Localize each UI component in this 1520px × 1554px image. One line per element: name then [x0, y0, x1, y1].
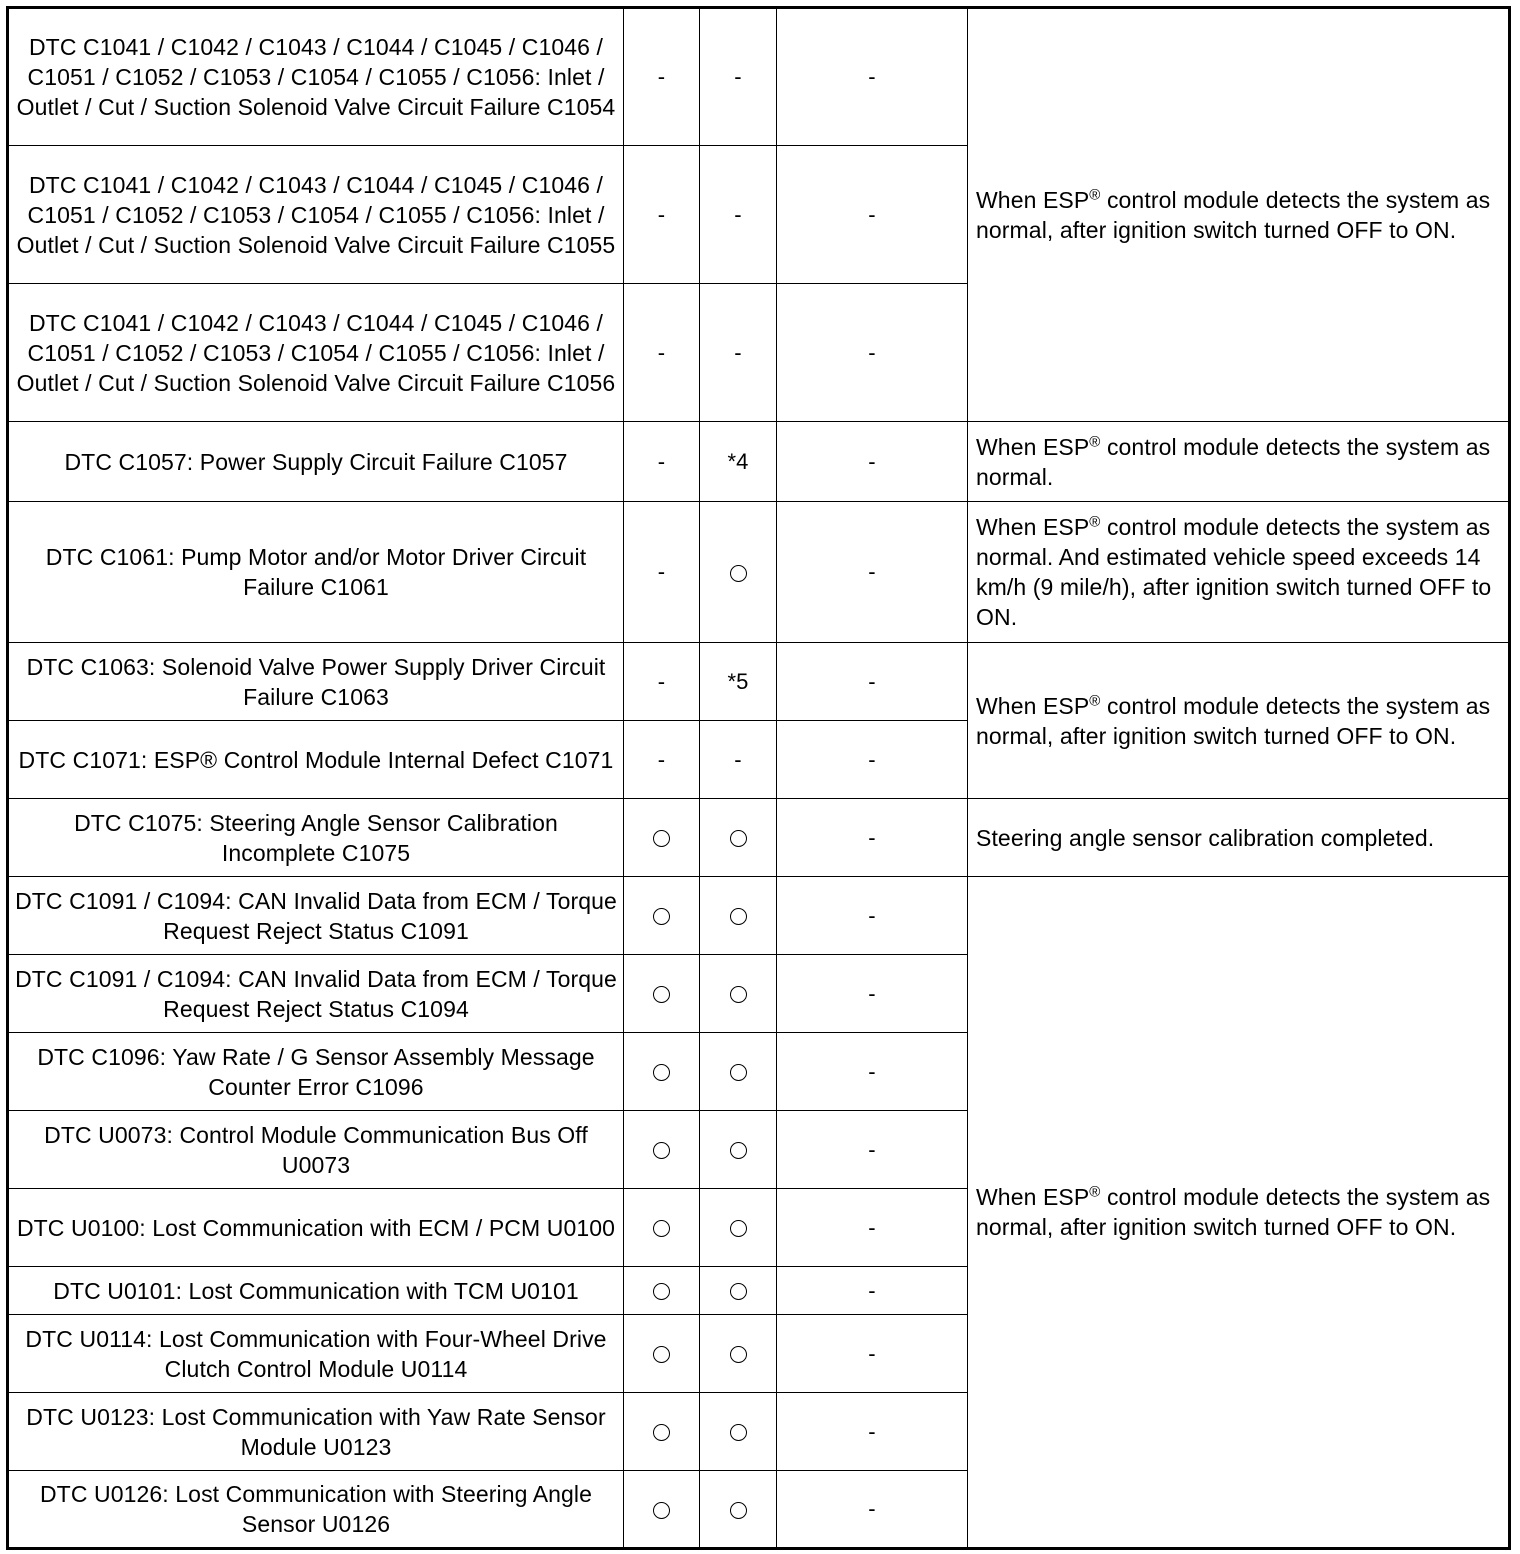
table-cell-col4 [777, 422, 968, 502]
table-cell-col3 [700, 1033, 777, 1111]
table-cell-col3 [700, 955, 777, 1033]
table-cell-col2 [624, 502, 700, 643]
mark-text: - [868, 1136, 876, 1162]
table-cell-col4 [777, 877, 968, 955]
table-cell-col3 [700, 877, 777, 955]
mark-text: - [868, 746, 876, 772]
table-cell-col2 [624, 1393, 700, 1471]
table-cell-col2 [624, 8, 700, 146]
table-cell-col2 [624, 1033, 700, 1111]
table-row [8, 643, 1510, 721]
table-cell-col4 [777, 146, 968, 284]
table-cell-col4 [777, 1033, 968, 1111]
circle-mark-icon [653, 986, 670, 1003]
table-cell-col2 [624, 643, 700, 721]
table-cell-col2 [624, 422, 700, 502]
table-cell-col4 [777, 1315, 968, 1393]
circle-mark-icon [653, 1502, 670, 1519]
table-cell-col4 [777, 1471, 968, 1549]
circle-mark-icon [653, 908, 670, 925]
table-cell-col2 [624, 284, 700, 422]
table-cell-col2 [624, 955, 700, 1033]
circle-mark-icon [730, 565, 747, 582]
table-cell-col4 [777, 502, 968, 643]
mark-text: - [868, 902, 876, 928]
table-cell-col2 [624, 877, 700, 955]
circle-mark-icon [653, 830, 670, 847]
table-cell-col3 [700, 1471, 777, 1549]
mark-text: - [734, 201, 742, 227]
mark-text: - [868, 1340, 876, 1366]
table-cell-col4 [777, 1189, 968, 1267]
mark-text: - [657, 746, 666, 772]
table-cell-col3 [700, 502, 777, 643]
dtc-description: DTC C1061: Pump Motor and/or Motor Driver Circuit Failure C1061 [8, 502, 624, 643]
table-cell-col3 [700, 8, 777, 146]
circle-mark-icon [653, 1424, 670, 1441]
table-cell-col4 [777, 1111, 968, 1189]
table-cell-col4 [777, 8, 968, 146]
table-cell-col2 [624, 1189, 700, 1267]
table-cell-col3 [700, 422, 777, 502]
table-cell-col4 [777, 799, 968, 877]
mark-text: - [868, 1418, 876, 1444]
clear-condition: When ESP® control module detects the system as normal, after ignition switch turned OFF to ON. [968, 877, 1510, 1549]
mark-text: - [657, 201, 666, 227]
table-cell-col3 [700, 1189, 777, 1267]
table-cell-col2 [624, 1111, 700, 1189]
table-cell-col3 [700, 799, 777, 877]
clear-condition: Steering angle sensor calibration completed. [968, 799, 1510, 877]
dtc-condition-table [6, 6, 1511, 1550]
circle-mark-icon [730, 1424, 747, 1441]
table-row [8, 422, 1510, 502]
mark-text: - [868, 1277, 876, 1303]
dtc-description: DTC C1071: ESP® Control Module Internal Defect C1071 [8, 721, 624, 799]
mark-text: - [734, 64, 742, 89]
table-row [8, 799, 1510, 877]
circle-mark-icon [730, 1064, 747, 1081]
dtc-description: DTC C1091 / C1094: CAN Invalid Data from ECM / Torque Request Reject Status C1094 [8, 955, 624, 1033]
table-cell-col3 [700, 1393, 777, 1471]
table-cell-col3 [700, 721, 777, 799]
table-cell-col2 [624, 1315, 700, 1393]
circle-mark-icon [730, 1283, 747, 1300]
mark-text: - [734, 339, 742, 365]
mark-text: - [734, 746, 742, 772]
table-cell-col3 [700, 146, 777, 284]
mark-text: - [657, 339, 666, 365]
circle-mark-icon [730, 1346, 747, 1363]
table-cell-col4 [777, 284, 968, 422]
table-row [8, 502, 1510, 643]
dtc-description: DTC C1096: Yaw Rate / G Sensor Assembly Message Counter Error C1096 [8, 1033, 624, 1111]
table-cell-col2 [624, 1267, 700, 1315]
dtc-description: DTC C1075: Steering Angle Sensor Calibration Incomplete C1075 [8, 799, 624, 877]
clear-condition: When ESP® control module detects the system as normal. [968, 422, 1510, 502]
mark-text: - [657, 559, 666, 584]
circle-mark-icon [730, 830, 747, 847]
mark-text: - [868, 668, 876, 694]
mark-text: - [868, 448, 876, 474]
clear-condition: When ESP® control module detects the system as normal, after ignition switch turned OFF to ON. [968, 8, 1510, 422]
table-cell-col3 [700, 1315, 777, 1393]
mark-text: - [868, 64, 876, 89]
table-cell-col3 [700, 1111, 777, 1189]
dtc-description: DTC C1041 / C1042 / C1043 / C1044 / C1045 / C1046 / C1051 / C1052 / C1053 / C1054 / C1055 / C1056: Inlet / Outlet / Cut / Suction Solenoid Valve Circuit Failure C1056 [8, 284, 624, 422]
mark-text: - [868, 339, 876, 365]
table-cell-col2 [624, 799, 700, 877]
mark-text: - [868, 201, 876, 227]
table-cell-col2 [624, 721, 700, 799]
circle-mark-icon [730, 1220, 747, 1237]
circle-mark-icon [730, 908, 747, 925]
mark-text: - [868, 1214, 876, 1240]
table-cell-col3 [700, 284, 777, 422]
dtc-description: DTC U0073: Control Module Communication Bus Off U0073 [8, 1111, 624, 1189]
table-row [8, 877, 1510, 955]
dtc-description: DTC U0114: Lost Communication with Four-Wheel Drive Clutch Control Module U0114 [8, 1315, 624, 1393]
circle-mark-icon [730, 1142, 747, 1159]
table-cell-col4 [777, 1267, 968, 1315]
dtc-description: DTC U0101: Lost Communication with TCM U0101 [8, 1267, 624, 1315]
circle-mark-icon [653, 1064, 670, 1081]
dtc-description: DTC C1063: Solenoid Valve Power Supply Driver Circuit Failure C1063 [8, 643, 624, 721]
circle-mark-icon [653, 1142, 670, 1159]
table-row [8, 8, 1510, 146]
mark-text: - [657, 668, 666, 694]
table-cell-col4 [777, 955, 968, 1033]
table-cell-col4 [777, 1393, 968, 1471]
dtc-description: DTC U0123: Lost Communication with Yaw Rate Sensor Module U0123 [8, 1393, 624, 1471]
mark-text: - [657, 448, 666, 474]
clear-condition: When ESP® control module detects the system as normal. And estimated vehicle speed exceeds 14 km/h (9 mile/h), after ignition switch turned OFF to ON. [968, 502, 1510, 643]
circle-mark-icon [653, 1220, 670, 1237]
mark-text: - [868, 824, 876, 850]
circle-mark-icon [730, 1502, 747, 1519]
dtc-description: DTC U0100: Lost Communication with ECM / PCM U0100 [8, 1189, 624, 1267]
mark-text: *4 [727, 448, 749, 474]
dtc-description: DTC C1057: Power Supply Circuit Failure C1057 [8, 422, 624, 502]
mark-text: - [868, 980, 876, 1006]
table-cell-col4 [777, 721, 968, 799]
circle-mark-icon [730, 986, 747, 1003]
mark-text: - [868, 559, 876, 584]
table-cell-col4 [777, 643, 968, 721]
mark-text: - [868, 1058, 876, 1084]
dtc-description: DTC U0126: Lost Communication with Steering Angle Sensor U0126 [8, 1471, 624, 1549]
table-cell-col3 [700, 643, 777, 721]
dtc-description: DTC C1041 / C1042 / C1043 / C1044 / C1045 / C1046 / C1051 / C1052 / C1053 / C1054 / C1055 / C1056: Inlet / Outlet / Cut / Suction Solenoid Valve Circuit Failure C1054 [8, 8, 624, 146]
circle-mark-icon [653, 1283, 670, 1300]
dtc-description: DTC C1091 / C1094: CAN Invalid Data from ECM / Torque Request Reject Status C1091 [8, 877, 624, 955]
table-cell-col3 [700, 1267, 777, 1315]
dtc-description: DTC C1041 / C1042 / C1043 / C1044 / C1045 / C1046 / C1051 / C1052 / C1053 / C1054 / C1055 / C1056: Inlet / Outlet / Cut / Suction Solenoid Valve Circuit Failure C1055 [8, 146, 624, 284]
mark-text: - [868, 1496, 876, 1521]
clear-condition: When ESP® control module detects the system as normal, after ignition switch turned OFF to ON. [968, 643, 1510, 799]
table-cell-col2 [624, 146, 700, 284]
circle-mark-icon [653, 1346, 670, 1363]
mark-text: - [657, 64, 666, 89]
mark-text: *5 [727, 668, 749, 694]
table-cell-col2 [624, 1471, 700, 1549]
